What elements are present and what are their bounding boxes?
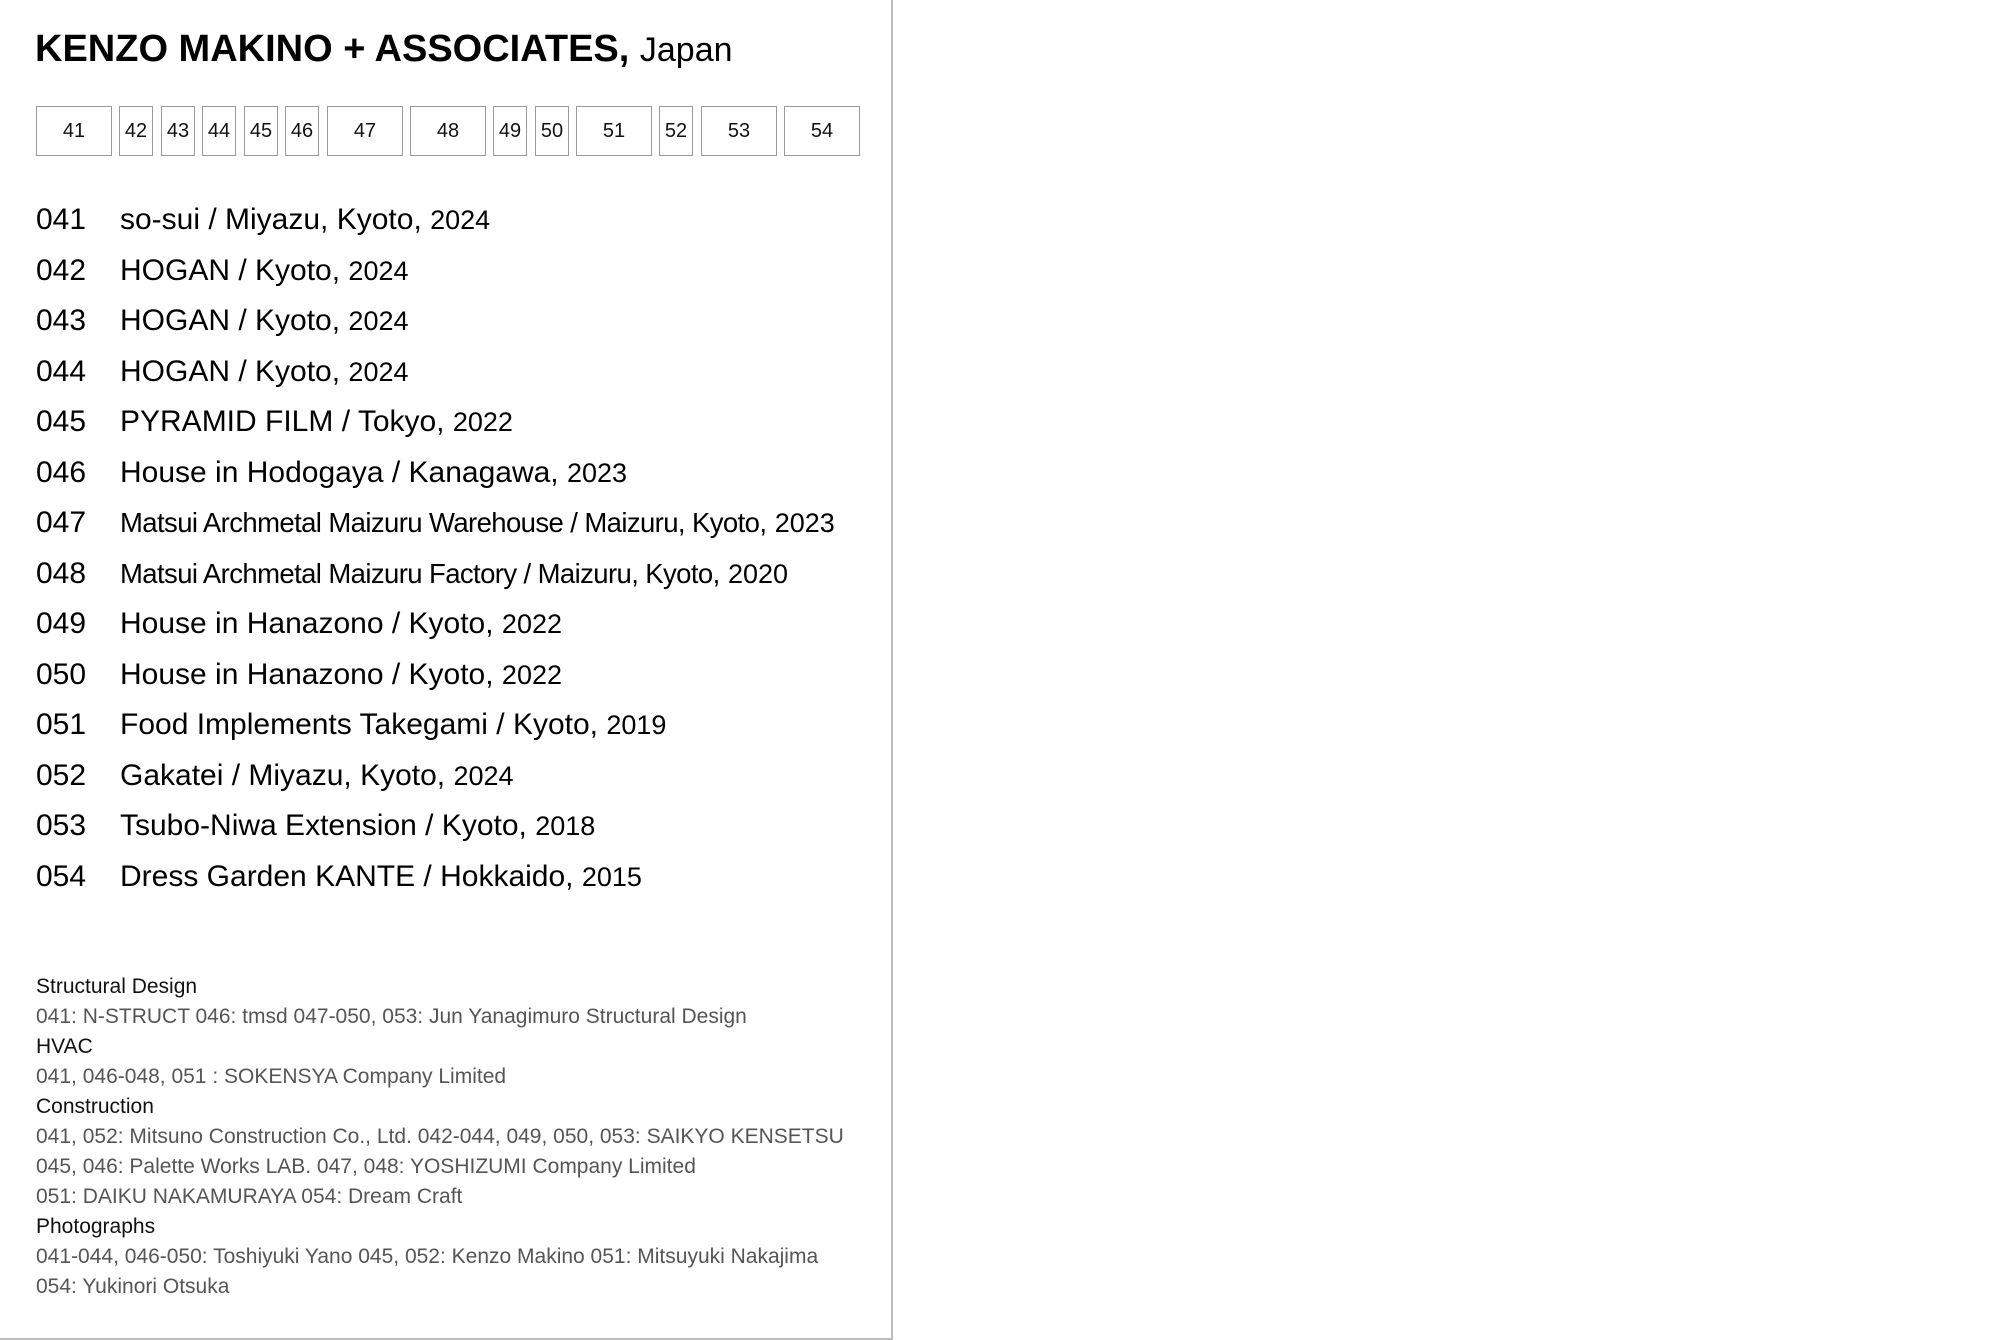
index-tab-54[interactable]: 54 (784, 106, 860, 156)
credit-line: 051: DAIKU NAKAMURAYA 054: Dream Craft (36, 1185, 463, 1208)
index-tab-41[interactable]: 41 (36, 106, 112, 156)
index-tab-46[interactable]: 46 (285, 106, 319, 156)
project-name: House in Hanazono / Kyoto, (120, 657, 494, 691)
credit-line: 054: Yukinori Otsuka (36, 1275, 230, 1298)
project-row-043[interactable] (36, 304, 409, 354)
project-row-042[interactable] (36, 254, 409, 304)
project-name: Gakatei / Miyazu, Kyoto, (120, 758, 446, 792)
project-row-044[interactable] (36, 355, 409, 405)
project-number: 048 (36, 556, 87, 590)
project-name: House in Hodogaya / Kanagawa, (120, 455, 559, 489)
project-row-050[interactable] (36, 658, 562, 708)
project-number: 050 (36, 657, 87, 691)
credit-line: 041, 052: Mitsuno Construction Co., Ltd. 042-044, 049, 050, 053: SAIKYO KENSETSU (36, 1125, 844, 1148)
project-sheet (0, 0, 893, 1340)
project-row-051[interactable] (36, 708, 666, 758)
project-year: 2022 (501, 609, 562, 639)
project-row-049[interactable] (36, 607, 562, 657)
project-row-048[interactable] (36, 557, 788, 607)
index-tab-42[interactable]: 42 (119, 106, 153, 156)
page-title (35, 28, 733, 71)
project-number: 049 (36, 607, 87, 640)
index-tab-49[interactable]: 49 (493, 106, 527, 156)
project-name: Dress Garden KANTE / Hokkaido, (120, 859, 574, 893)
credit-heading-hvac: HVAC (36, 1035, 93, 1058)
project-year: 2024 (348, 255, 409, 286)
index-tab-44[interactable]: 44 (202, 106, 236, 156)
project-year: 2020 (728, 558, 789, 589)
project-name: House in Hanazono / Kyoto, (120, 607, 494, 640)
project-number: 041 (36, 203, 87, 236)
index-tab-48[interactable]: 48 (410, 106, 486, 156)
credit-heading-structural-design: Structural Design (36, 975, 198, 998)
project-name: HOGAN / Kyoto, (120, 304, 341, 337)
project-number: 054 (36, 859, 87, 893)
project-row-046[interactable] (36, 456, 627, 506)
project-year: 2024 (348, 356, 409, 387)
project-year: 2024 (453, 760, 514, 791)
project-number: 053 (36, 809, 87, 842)
credits-section (36, 972, 886, 1302)
project-number: 051 (36, 708, 87, 741)
project-year: 2024 (348, 306, 409, 336)
project-number: 045 (36, 405, 87, 438)
project-year: 2018 (535, 811, 596, 841)
project-row-047[interactable] (36, 506, 835, 556)
index-tab-43[interactable]: 43 (161, 106, 195, 156)
project-name: HOGAN / Kyoto, (120, 253, 341, 287)
project-year: 2022 (452, 407, 513, 437)
firm-name: KENZO MAKINO + ASSOCIATES, (35, 28, 630, 70)
project-name: Food Implements Takegami / Kyoto, (120, 708, 599, 741)
project-name: Tsubo-Niwa Extension / Kyoto, (120, 809, 527, 842)
credit-line: 045, 046: Palette Works LAB. 047, 048: YOSHIZUMI Company Limited (36, 1155, 696, 1178)
credit-line: 041-044, 046-050: Toshiyuki Yano 045, 052: Kenzo Makino 051: Mitsuyuki Nakajima (36, 1245, 819, 1268)
project-year: 2019 (606, 710, 667, 740)
credit-heading-construction: Construction (36, 1095, 154, 1118)
index-tab-47[interactable]: 47 (327, 106, 403, 156)
project-number: 044 (36, 354, 87, 388)
project-number: 046 (36, 455, 87, 489)
project-year: 2024 (430, 205, 491, 235)
index-tab-53[interactable]: 53 (701, 106, 777, 156)
project-name: HOGAN / Kyoto, (120, 354, 341, 388)
project-year: 2022 (501, 659, 562, 690)
credit-line: 041, 046-048, 051 : SOKENSYA Company Limited (36, 1065, 507, 1088)
credit-heading-photographs: Photographs (36, 1215, 156, 1238)
project-row-045[interactable] (36, 405, 513, 455)
project-year: 2023 (774, 508, 835, 538)
project-name: so-sui / Miyazu, Kyoto, (120, 203, 422, 236)
credit-line: 041: N-STRUCT 046: tmsd 047-050, 053: Jun Yanagimuro Structural Design (36, 1005, 747, 1028)
project-row-053[interactable] (36, 809, 595, 859)
project-year: 2023 (566, 457, 628, 488)
project-name: Matsui Archmetal Maizuru Factory / Maizuru, Kyoto, (120, 557, 720, 589)
index-tab-45[interactable]: 45 (244, 106, 278, 156)
project-year: 2015 (581, 861, 642, 892)
project-row-054[interactable] (36, 860, 642, 910)
index-tab-52[interactable]: 52 (659, 106, 693, 156)
index-tab-51[interactable]: 51 (576, 106, 652, 156)
country-name: Japan (639, 31, 733, 69)
project-name: PYRAMID FILM / Tokyo, (120, 405, 445, 438)
index-tab-50[interactable]: 50 (535, 106, 569, 156)
project-row-041[interactable] (36, 203, 490, 253)
project-row-052[interactable] (36, 759, 514, 809)
project-number: 047 (36, 506, 87, 539)
project-number: 052 (36, 758, 87, 792)
project-number: 043 (36, 304, 87, 337)
project-name: Matsui Archmetal Maizuru Warehouse / Maizuru, Kyoto, (120, 507, 767, 538)
project-number: 042 (36, 253, 87, 287)
